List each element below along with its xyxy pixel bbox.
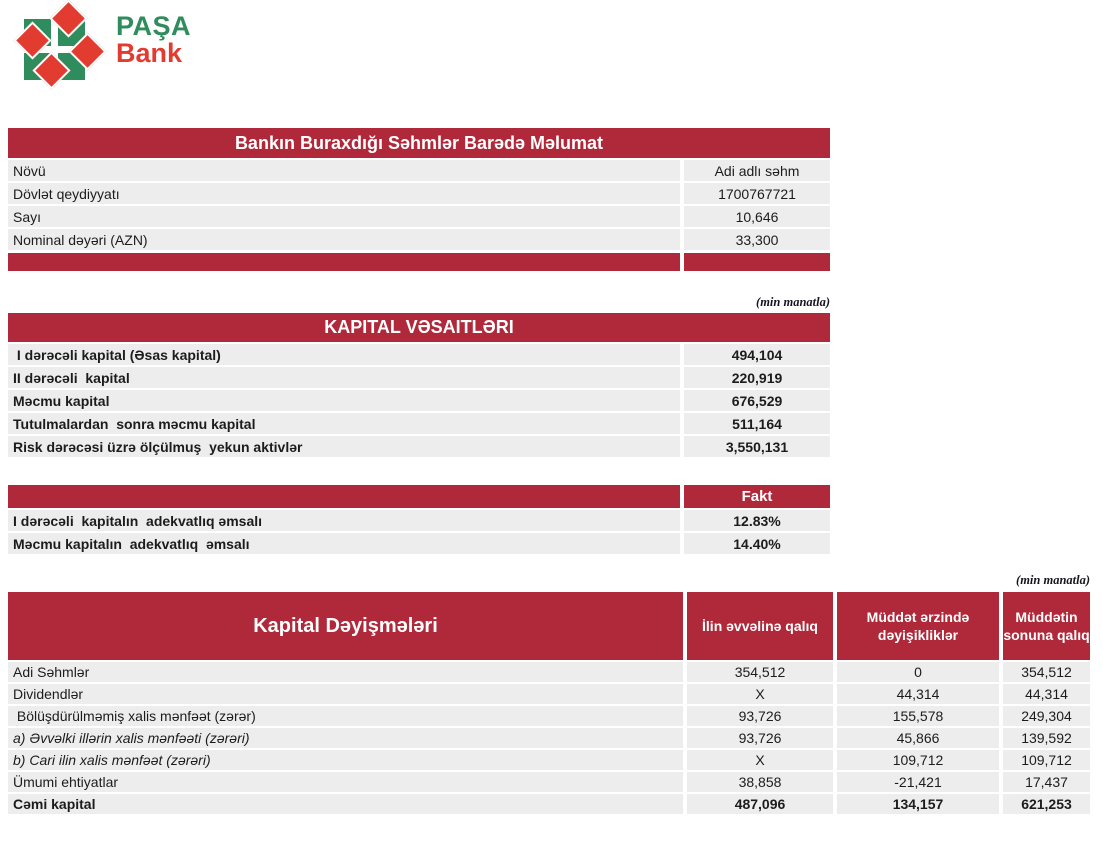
row-label: Məcmu kapital [8, 390, 680, 411]
cell-end-balance: 44,314 [1003, 684, 1090, 704]
table-row [8, 750, 1090, 770]
capital-table-title: KAPITAL VƏSAITLƏRI [8, 313, 830, 342]
brand-name-pasha: PAŞA [116, 11, 192, 41]
row-label: I dərəcəli kapitalın adekvatlıq əmsalı [8, 510, 680, 531]
row-label: Adi Səhmlər [8, 662, 683, 682]
row-value: 12.83% [684, 510, 830, 531]
fakt-column-header: Fakt [684, 485, 830, 508]
cell-end-balance: 621,253 [1003, 794, 1090, 814]
table-header-row [8, 592, 1090, 660]
table-row [8, 390, 830, 411]
table-row [8, 533, 830, 554]
row-value: 33,300 [684, 229, 830, 250]
footer-bar-right [684, 253, 830, 271]
row-label: a) Əvvəlki illərin xalis mənfəəti (zərəri) [8, 728, 683, 748]
cell-period-change: 44,314 [837, 684, 999, 704]
table-row [8, 772, 1090, 792]
table-row [8, 706, 1090, 726]
row-label: Məcmu kapitalın adekvatlıq əmsalı [8, 533, 680, 554]
row-label: Sayı [8, 206, 680, 227]
table-row [8, 229, 830, 250]
adequacy-table [8, 485, 830, 554]
cell-period-change: 155,578 [837, 706, 999, 726]
brand-name-bank: Bank [116, 38, 183, 68]
table-row [8, 160, 830, 181]
brand-header [0, 0, 1103, 80]
header-spacer [8, 485, 680, 508]
row-value: 494,104 [684, 344, 830, 365]
cell-period-change: -21,421 [837, 772, 999, 792]
cell-period-change: 45,866 [837, 728, 999, 748]
cell-start-balance: 354,512 [687, 662, 833, 682]
row-label: Ümumi ehtiyatlar [8, 772, 683, 792]
column-header-period-changes: Müddət ərzində dəyişikliklər [837, 592, 999, 660]
capital-table [8, 313, 830, 457]
row-label: b) Cari ilin xalis mənfəət (zərəri) [8, 750, 683, 770]
cell-start-balance: 38,858 [687, 772, 833, 792]
row-value: 220,919 [684, 367, 830, 388]
row-label: Dövlət qeydiyyatı [8, 183, 680, 204]
table-header-row [8, 485, 830, 508]
cell-end-balance: 109,712 [1003, 750, 1090, 770]
unit-note: (min manatla) [1016, 573, 1090, 587]
unit-note: (min manatla) [756, 295, 830, 309]
cell-period-change: 109,712 [837, 750, 999, 770]
table-row [8, 183, 830, 204]
row-label: Risk dərəcəsi üzrə ölçülmuş yekun aktivlər [8, 436, 680, 457]
column-header-start-balance: İlin əvvəlinə qalıq [687, 592, 833, 660]
brand-wordmark [116, 6, 191, 67]
row-label: Nominal dəyəri (AZN) [8, 229, 680, 250]
row-value: 10,646 [684, 206, 830, 227]
cell-start-balance: 487,096 [687, 794, 833, 814]
table-row [8, 684, 1090, 704]
table-row-total [8, 794, 1090, 814]
cell-start-balance: X [687, 750, 833, 770]
table-row [8, 510, 830, 531]
footer-bar-left [8, 253, 680, 271]
changes-table [8, 592, 1090, 814]
cell-period-change: 0 [837, 662, 999, 682]
row-label: Bölüşdürülməmiş xalis mənfəət (zərər) [8, 706, 683, 726]
table-row [8, 344, 830, 365]
row-value: 676,529 [684, 390, 830, 411]
row-label: II dərəcəli kapital [8, 367, 680, 388]
row-value: Adi adlı səhm [684, 160, 830, 181]
cell-start-balance: X [687, 684, 833, 704]
row-value: 511,164 [684, 413, 830, 434]
table-row [8, 728, 1090, 748]
row-label: Dividendlər [8, 684, 683, 704]
row-value: 14.40% [684, 533, 830, 554]
row-label: Növü [8, 160, 680, 181]
table-row [8, 367, 830, 388]
cell-start-balance: 93,726 [687, 706, 833, 726]
cell-period-change: 134,157 [837, 794, 999, 814]
shares-table-title: Bankın Buraxdığı Səhmlər Barədə Məlumat [8, 128, 830, 158]
row-value: 3,550,131 [684, 436, 830, 457]
cell-end-balance: 354,512 [1003, 662, 1090, 682]
cell-end-balance: 139,592 [1003, 728, 1090, 748]
row-label: Cəmi kapital [8, 794, 683, 814]
table-row [8, 662, 1090, 682]
row-label: Tutulmalardan sonra məcmu kapital [8, 413, 680, 434]
table-row [8, 436, 830, 457]
row-value: 1700767721 [684, 183, 830, 204]
row-label: I dərəcəli kapital (Əsas kapital) [8, 344, 680, 365]
table-row [8, 413, 830, 434]
table-row [8, 206, 830, 227]
column-header-end-balance: Müddətin sonuna qalıq [1003, 592, 1090, 660]
cell-start-balance: 93,726 [687, 728, 833, 748]
pasha-bank-logo-icon [12, 6, 100, 82]
changes-table-title: Kapital Dəyişmələri [8, 592, 683, 660]
cell-end-balance: 17,437 [1003, 772, 1090, 792]
table-footer-bar [8, 253, 830, 271]
cell-end-balance: 249,304 [1003, 706, 1090, 726]
shares-table [8, 128, 830, 271]
